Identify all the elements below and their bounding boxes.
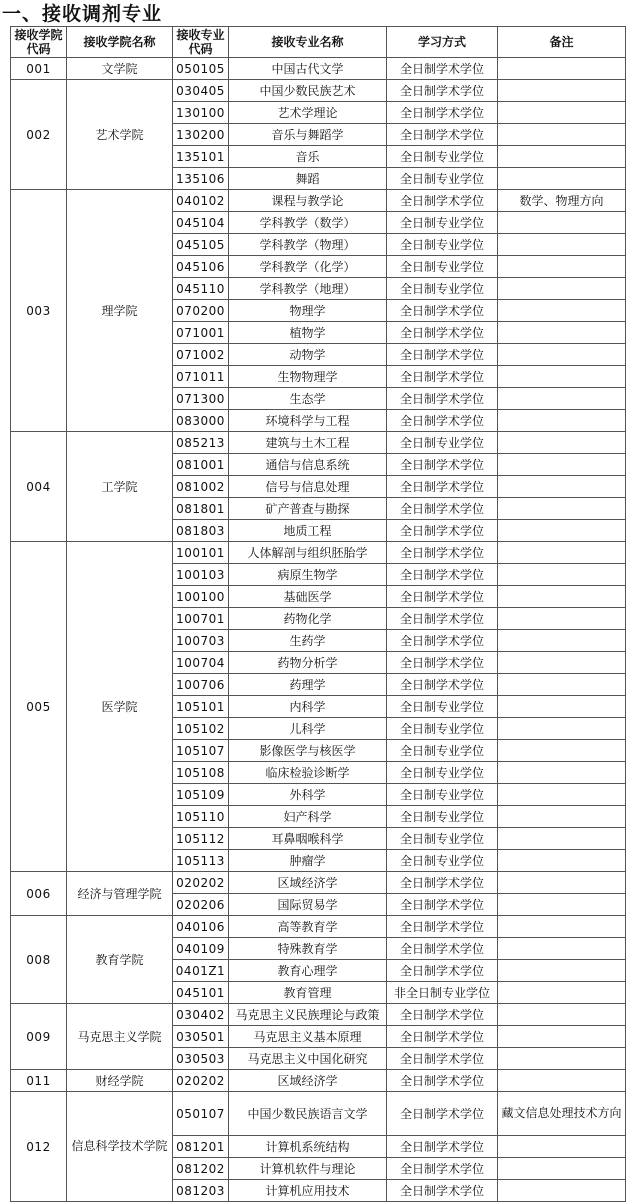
college-code-cell: 011	[11, 1070, 67, 1092]
major-name-cell: 课程与教学论	[229, 190, 387, 212]
major-code-cell: 083000	[173, 410, 229, 432]
header-remarks: 备注	[498, 27, 626, 58]
major-name-cell: 环境科学与工程	[229, 410, 387, 432]
college-name-cell: 教育学院	[67, 916, 173, 1004]
remarks-cell	[498, 366, 626, 388]
major-code-cell: 045105	[173, 234, 229, 256]
remarks-cell	[498, 872, 626, 894]
study-mode-cell: 全日制学术学位	[387, 410, 498, 432]
major-name-cell: 肿瘤学	[229, 850, 387, 872]
study-mode-cell: 全日制学术学位	[387, 542, 498, 564]
study-mode-cell: 全日制专业学位	[387, 762, 498, 784]
major-code-cell: 081803	[173, 520, 229, 542]
major-code-cell: 100101	[173, 542, 229, 564]
study-mode-cell: 全日制学术学位	[387, 1048, 498, 1070]
remarks-cell	[498, 300, 626, 322]
study-mode-cell: 全日制学术学位	[387, 520, 498, 542]
major-name-cell: 动物学	[229, 344, 387, 366]
remarks-cell	[498, 762, 626, 784]
study-mode-cell: 全日制学术学位	[387, 476, 498, 498]
study-mode-cell: 全日制学术学位	[387, 124, 498, 146]
table-row	[11, 542, 626, 564]
major-name-cell: 生药学	[229, 630, 387, 652]
major-name-cell: 区域经济学	[229, 872, 387, 894]
major-code-cell: 100703	[173, 630, 229, 652]
study-mode-cell: 全日制学术学位	[387, 300, 498, 322]
study-mode-cell: 全日制学术学位	[387, 322, 498, 344]
study-mode-cell: 非全日制专业学位	[387, 982, 498, 1004]
college-name-cell: 马克思主义学院	[67, 1004, 173, 1070]
remarks-cell	[498, 80, 626, 102]
remarks-cell	[498, 432, 626, 454]
major-code-cell: 100706	[173, 674, 229, 696]
major-name-cell: 计算机系统结构	[229, 1136, 387, 1158]
study-mode-cell: 全日制专业学位	[387, 784, 498, 806]
college-code-cell: 012	[11, 1092, 67, 1202]
remarks-cell	[498, 476, 626, 498]
major-name-cell: 药物化学	[229, 608, 387, 630]
study-mode-cell: 全日制学术学位	[387, 498, 498, 520]
major-code-cell: 130200	[173, 124, 229, 146]
study-mode-cell: 全日制专业学位	[387, 234, 498, 256]
study-mode-cell: 全日制学术学位	[387, 102, 498, 124]
study-mode-cell: 全日制学术学位	[387, 1136, 498, 1158]
study-mode-cell: 全日制学术学位	[387, 894, 498, 916]
major-code-cell: 105108	[173, 762, 229, 784]
major-name-cell: 基础医学	[229, 586, 387, 608]
remarks-cell	[498, 58, 626, 80]
major-code-cell: 030405	[173, 80, 229, 102]
college-code-cell: 001	[11, 58, 67, 80]
study-mode-cell: 全日制学术学位	[387, 608, 498, 630]
major-code-cell: 045110	[173, 278, 229, 300]
remarks-cell	[498, 454, 626, 476]
major-name-cell: 学科教学（数学）	[229, 212, 387, 234]
major-name-cell: 教育心理学	[229, 960, 387, 982]
major-name-cell: 舞蹈	[229, 168, 387, 190]
college-name-cell: 财经学院	[67, 1070, 173, 1092]
study-mode-cell: 全日制学术学位	[387, 960, 498, 982]
remarks-cell	[498, 344, 626, 366]
remarks-cell	[498, 1048, 626, 1070]
header-college-name: 接收学院名称	[67, 27, 173, 58]
remarks-cell	[498, 1004, 626, 1026]
major-name-cell: 马克思主义中国化研究	[229, 1048, 387, 1070]
remarks-cell	[498, 498, 626, 520]
header-major-name: 接收专业名称	[229, 27, 387, 58]
adjustment-majors-table	[10, 26, 626, 1202]
remarks-cell	[498, 718, 626, 740]
college-code-cell: 003	[11, 190, 67, 432]
major-name-cell: 计算机软件与理论	[229, 1158, 387, 1180]
major-name-cell: 学科教学（化学）	[229, 256, 387, 278]
study-mode-cell: 全日制学术学位	[387, 652, 498, 674]
major-name-cell: 人体解剖与组织胚胎学	[229, 542, 387, 564]
major-code-cell: 040109	[173, 938, 229, 960]
study-mode-cell: 全日制学术学位	[387, 586, 498, 608]
header-study-mode: 学习方式	[387, 27, 498, 58]
major-code-cell: 135101	[173, 146, 229, 168]
study-mode-cell: 全日制学术学位	[387, 1092, 498, 1136]
major-code-cell: 030503	[173, 1048, 229, 1070]
college-name-cell: 经济与管理学院	[67, 872, 173, 916]
remarks-cell	[498, 806, 626, 828]
study-mode-cell: 全日制学术学位	[387, 916, 498, 938]
remarks-cell	[498, 608, 626, 630]
remarks-cell	[498, 1158, 626, 1180]
major-name-cell: 国际贸易学	[229, 894, 387, 916]
remarks-cell	[498, 1180, 626, 1202]
remarks-cell	[498, 212, 626, 234]
major-name-cell: 教育管理	[229, 982, 387, 1004]
study-mode-cell: 全日制学术学位	[387, 190, 498, 212]
remarks-cell	[498, 542, 626, 564]
major-name-cell: 学科教学（地理）	[229, 278, 387, 300]
study-mode-cell: 全日制专业学位	[387, 256, 498, 278]
major-name-cell: 高等教育学	[229, 916, 387, 938]
study-mode-cell: 全日制学术学位	[387, 366, 498, 388]
study-mode-cell: 全日制专业学位	[387, 740, 498, 762]
study-mode-cell: 全日制专业学位	[387, 146, 498, 168]
major-code-cell: 071300	[173, 388, 229, 410]
major-code-cell: 100100	[173, 586, 229, 608]
major-name-cell: 药理学	[229, 674, 387, 696]
major-name-cell: 外科学	[229, 784, 387, 806]
remarks-cell	[498, 982, 626, 1004]
remarks-cell	[498, 388, 626, 410]
remarks-cell	[498, 784, 626, 806]
major-name-cell: 音乐与舞蹈学	[229, 124, 387, 146]
major-code-cell: 040102	[173, 190, 229, 212]
major-code-cell: 105112	[173, 828, 229, 850]
remarks-cell	[498, 1136, 626, 1158]
major-code-cell: 045106	[173, 256, 229, 278]
study-mode-cell: 全日制专业学位	[387, 850, 498, 872]
major-name-cell: 区域经济学	[229, 1070, 387, 1092]
table-row	[11, 1092, 626, 1136]
college-code-cell: 006	[11, 872, 67, 916]
major-name-cell: 生物物理学	[229, 366, 387, 388]
major-name-cell: 儿科学	[229, 718, 387, 740]
table-row	[11, 432, 626, 454]
major-code-cell: 020202	[173, 1070, 229, 1092]
remarks-cell	[498, 1070, 626, 1092]
study-mode-cell: 全日制专业学位	[387, 696, 498, 718]
remarks-cell	[498, 520, 626, 542]
college-code-cell: 009	[11, 1004, 67, 1070]
header-college-code: 接收学院代码	[11, 27, 67, 58]
study-mode-cell: 全日制学术学位	[387, 1070, 498, 1092]
major-name-cell: 特殊教育学	[229, 938, 387, 960]
remarks-cell	[498, 146, 626, 168]
study-mode-cell: 全日制学术学位	[387, 1180, 498, 1202]
major-code-cell: 105113	[173, 850, 229, 872]
remarks-cell	[498, 894, 626, 916]
major-name-cell: 物理学	[229, 300, 387, 322]
remarks-cell	[498, 256, 626, 278]
major-code-cell: 100701	[173, 608, 229, 630]
major-code-cell: 081002	[173, 476, 229, 498]
study-mode-cell: 全日制专业学位	[387, 718, 498, 740]
major-code-cell: 105107	[173, 740, 229, 762]
major-code-cell: 081202	[173, 1158, 229, 1180]
college-name-cell: 理学院	[67, 190, 173, 432]
college-code-cell: 005	[11, 542, 67, 872]
table-row	[11, 1070, 626, 1092]
major-name-cell: 生态学	[229, 388, 387, 410]
remarks-cell	[498, 564, 626, 586]
major-name-cell: 信号与信息处理	[229, 476, 387, 498]
study-mode-cell: 全日制专业学位	[387, 828, 498, 850]
major-code-cell: 071001	[173, 322, 229, 344]
major-name-cell: 中国少数民族语言文学	[229, 1092, 387, 1136]
study-mode-cell: 全日制学术学位	[387, 630, 498, 652]
major-code-cell: 030402	[173, 1004, 229, 1026]
study-mode-cell: 全日制学术学位	[387, 564, 498, 586]
study-mode-cell: 全日制学术学位	[387, 344, 498, 366]
college-name-cell: 医学院	[67, 542, 173, 872]
major-code-cell: 071011	[173, 366, 229, 388]
remarks-cell	[498, 674, 626, 696]
remarks-cell	[498, 102, 626, 124]
table-header-row	[11, 27, 626, 58]
study-mode-cell: 全日制专业学位	[387, 212, 498, 234]
remarks-cell	[498, 740, 626, 762]
major-code-cell: 085213	[173, 432, 229, 454]
major-name-cell: 妇产科学	[229, 806, 387, 828]
study-mode-cell: 全日制学术学位	[387, 938, 498, 960]
major-code-cell: 050107	[173, 1092, 229, 1136]
study-mode-cell: 全日制学术学位	[387, 1158, 498, 1180]
major-code-cell: 050105	[173, 58, 229, 80]
remarks-cell	[498, 234, 626, 256]
study-mode-cell: 全日制学术学位	[387, 674, 498, 696]
major-code-cell: 100704	[173, 652, 229, 674]
major-code-cell: 105101	[173, 696, 229, 718]
major-name-cell: 中国古代文学	[229, 58, 387, 80]
remarks-cell	[498, 586, 626, 608]
major-code-cell: 130100	[173, 102, 229, 124]
major-name-cell: 马克思主义基本原理	[229, 1026, 387, 1048]
major-name-cell: 影像医学与核医学	[229, 740, 387, 762]
remarks-cell	[498, 168, 626, 190]
remarks-cell	[498, 410, 626, 432]
college-name-cell: 工学院	[67, 432, 173, 542]
major-name-cell: 中国少数民族艺术	[229, 80, 387, 102]
study-mode-cell: 全日制专业学位	[387, 806, 498, 828]
study-mode-cell: 全日制专业学位	[387, 278, 498, 300]
major-code-cell: 071002	[173, 344, 229, 366]
major-name-cell: 音乐	[229, 146, 387, 168]
remarks-cell	[498, 652, 626, 674]
major-code-cell: 030501	[173, 1026, 229, 1048]
major-name-cell: 马克思主义民族理论与政策	[229, 1004, 387, 1026]
study-mode-cell: 全日制学术学位	[387, 1026, 498, 1048]
header-major-code: 接收专业代码	[173, 27, 229, 58]
major-name-cell: 内科学	[229, 696, 387, 718]
table-row	[11, 80, 626, 102]
table-row	[11, 872, 626, 894]
major-code-cell: 081201	[173, 1136, 229, 1158]
major-code-cell: 070200	[173, 300, 229, 322]
remarks-cell	[498, 124, 626, 146]
major-code-cell: 040106	[173, 916, 229, 938]
study-mode-cell: 全日制学术学位	[387, 872, 498, 894]
study-mode-cell: 全日制学术学位	[387, 454, 498, 476]
college-code-cell: 004	[11, 432, 67, 542]
remarks-cell	[498, 322, 626, 344]
remarks-cell	[498, 278, 626, 300]
page-title: 一、接收调剂专业	[2, 3, 163, 25]
remarks-cell	[498, 1026, 626, 1048]
major-name-cell: 临床检验诊断学	[229, 762, 387, 784]
college-name-cell: 信息科学技术学院	[67, 1092, 173, 1202]
major-name-cell: 计算机应用技术	[229, 1180, 387, 1202]
major-name-cell: 建筑与土木工程	[229, 432, 387, 454]
table-row	[11, 58, 626, 80]
college-code-cell: 002	[11, 80, 67, 190]
major-code-cell: 105102	[173, 718, 229, 740]
college-name-cell: 艺术学院	[67, 80, 173, 190]
major-name-cell: 植物学	[229, 322, 387, 344]
major-name-cell: 学科教学（物理）	[229, 234, 387, 256]
table-row	[11, 190, 626, 212]
major-name-cell: 地质工程	[229, 520, 387, 542]
table-row	[11, 1004, 626, 1026]
table-body	[11, 58, 626, 1202]
remarks-cell	[498, 696, 626, 718]
college-code-cell: 008	[11, 916, 67, 1004]
remarks-cell	[498, 938, 626, 960]
major-code-cell: 0401Z1	[173, 960, 229, 982]
study-mode-cell: 全日制专业学位	[387, 168, 498, 190]
college-name-cell: 文学院	[67, 58, 173, 80]
remarks-cell	[498, 850, 626, 872]
remarks-cell	[498, 916, 626, 938]
major-code-cell: 081203	[173, 1180, 229, 1202]
remarks-cell: 数学、物理方向	[498, 190, 626, 212]
major-code-cell: 105109	[173, 784, 229, 806]
remarks-cell: 藏文信息处理技术方向	[498, 1092, 626, 1136]
major-name-cell: 通信与信息系统	[229, 454, 387, 476]
major-code-cell: 020206	[173, 894, 229, 916]
major-name-cell: 药物分析学	[229, 652, 387, 674]
major-code-cell: 100103	[173, 564, 229, 586]
major-code-cell: 135106	[173, 168, 229, 190]
major-code-cell: 045101	[173, 982, 229, 1004]
major-name-cell: 耳鼻咽喉科学	[229, 828, 387, 850]
table-row	[11, 916, 626, 938]
major-code-cell: 105110	[173, 806, 229, 828]
major-code-cell: 045104	[173, 212, 229, 234]
study-mode-cell: 全日制学术学位	[387, 1004, 498, 1026]
major-code-cell: 081001	[173, 454, 229, 476]
study-mode-cell: 全日制专业学位	[387, 432, 498, 454]
major-code-cell: 020202	[173, 872, 229, 894]
study-mode-cell: 全日制学术学位	[387, 58, 498, 80]
major-name-cell: 矿产普查与勘探	[229, 498, 387, 520]
remarks-cell	[498, 828, 626, 850]
major-name-cell: 病原生物学	[229, 564, 387, 586]
major-name-cell: 艺术学理论	[229, 102, 387, 124]
study-mode-cell: 全日制学术学位	[387, 80, 498, 102]
major-code-cell: 081801	[173, 498, 229, 520]
remarks-cell	[498, 960, 626, 982]
remarks-cell	[498, 630, 626, 652]
study-mode-cell: 全日制学术学位	[387, 388, 498, 410]
